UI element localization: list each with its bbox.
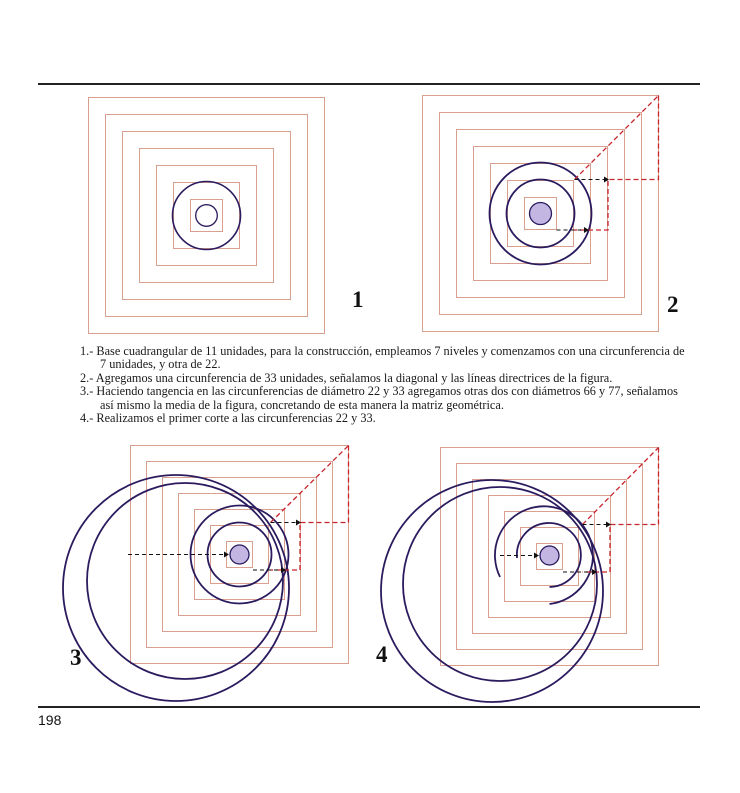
- figure-1-squares: [89, 98, 325, 334]
- step-2: 2.- Agregamos una circunferencia de 33 unidades, señalamos la diagonal y las líneas directrices de la figura.: [80, 370, 613, 385]
- step-4: 4.- Realizamos el primer corte a las circunferencias 22 y 33.: [80, 411, 376, 426]
- figure-4-directrix-red: [583, 448, 659, 573]
- figure-4-center-disc: [540, 546, 559, 565]
- construction-steps: [80, 345, 690, 425]
- figure-3-diagonal: [271, 446, 349, 523]
- figure-3-center-disc: [230, 545, 249, 564]
- figure-2-diagonal: [575, 96, 659, 180]
- figure-1: [89, 98, 325, 334]
- figure-2-center-disc: [530, 203, 552, 225]
- figure-1-number: 1: [352, 287, 364, 312]
- figure-2: [423, 96, 659, 332]
- page-number: 198: [38, 712, 62, 728]
- bottom-rule: [38, 706, 700, 708]
- figure-4-diagonal: [583, 448, 659, 525]
- figure-4-number: 4: [376, 642, 388, 667]
- figure-4-circle-66: [403, 487, 597, 681]
- figure-2-directrix-red: [575, 96, 659, 231]
- step-1: 1.- Base cuadrangular de 11 unidades, para la construcción, empleamos 7 niveles y comenzamos con una circunferencia de 7 unidades, y otra de 22.: [80, 344, 685, 372]
- figure-3-number: 3: [70, 645, 82, 670]
- figure-2-number: 2: [667, 292, 679, 317]
- figure-4: [381, 448, 659, 703]
- figure-3-circle-66: [87, 483, 283, 679]
- figure-1-circle-22: [173, 182, 241, 250]
- figure-1-circle-7: [196, 205, 218, 227]
- figure-3: [63, 446, 349, 702]
- step-3: 3.- Haciendo tangencia en las circunferencias de diámetro 22 y 33 agregamos otras dos con diámetros 66 y 77, señalamos así mismo la media de la figura, concretando de esta manera la matriz geométrica.: [80, 384, 678, 412]
